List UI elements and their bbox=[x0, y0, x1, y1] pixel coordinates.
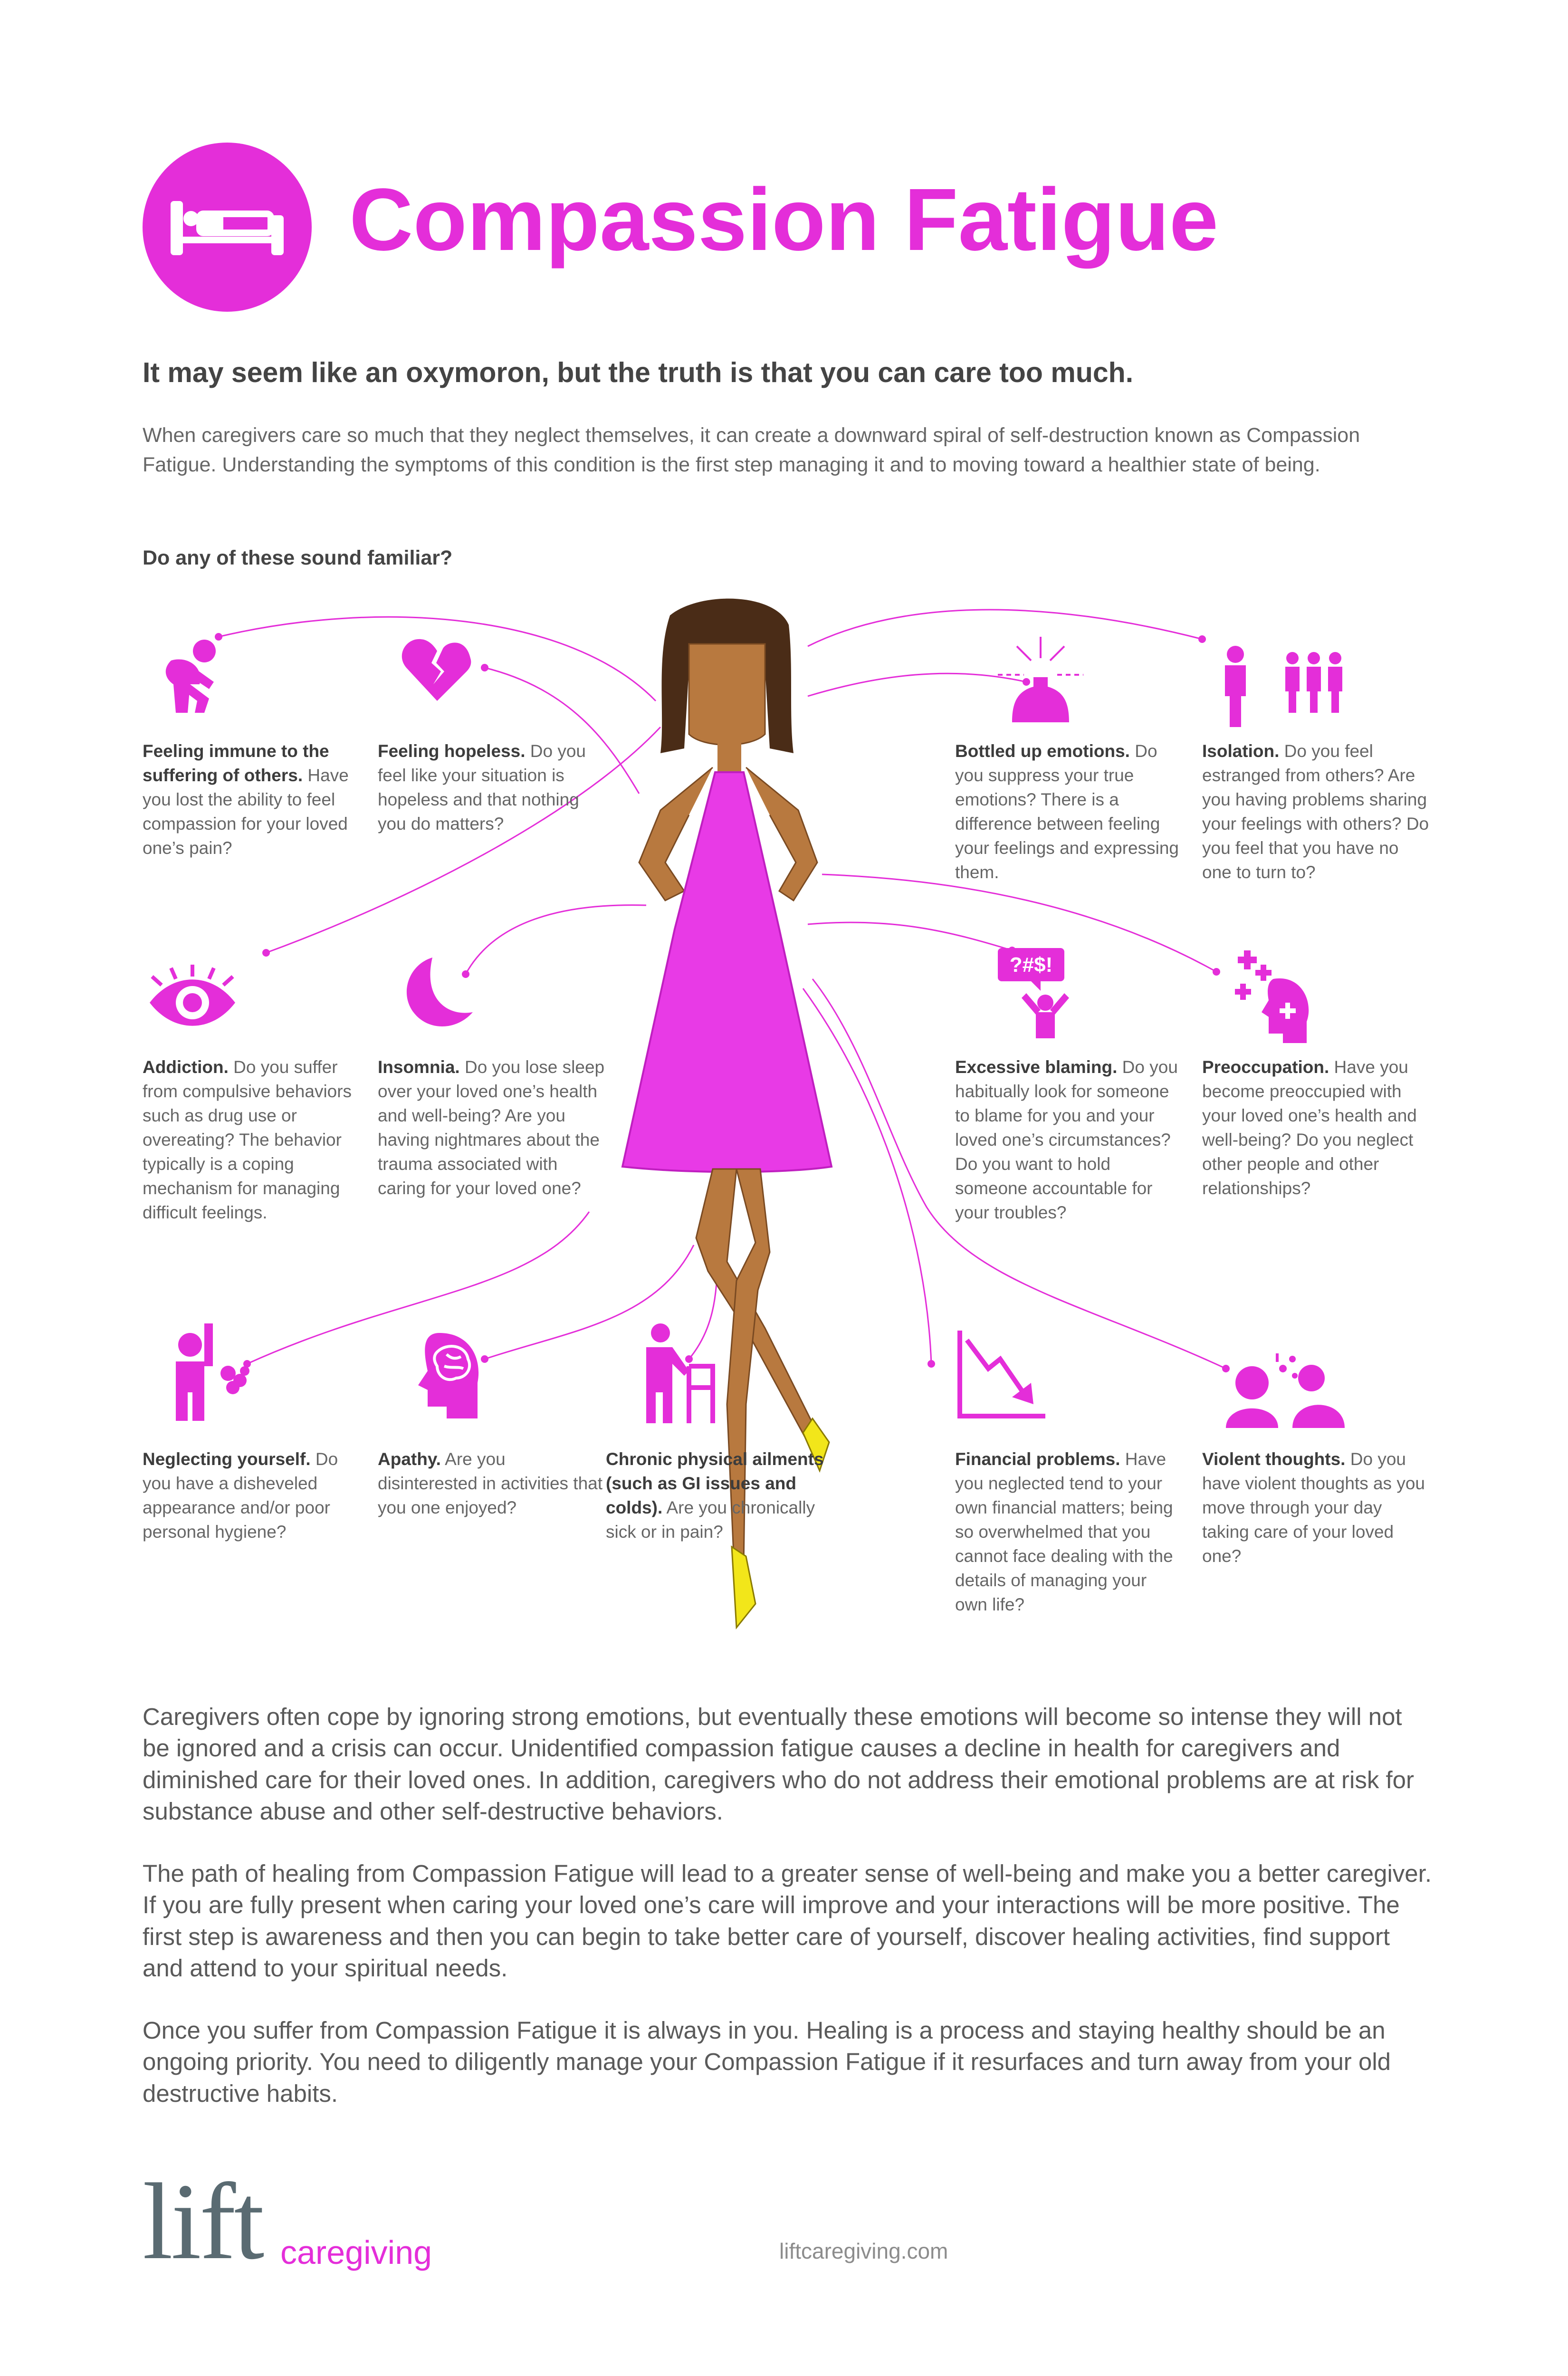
symptom-apathy: Apathy. Are you disinterested in activities that you one enjoyed? bbox=[378, 1449, 603, 1518]
caregiving-logo-text: caregiving bbox=[280, 2234, 432, 2271]
symptom-preoccupation: Preoccupation. Have you become preoccupied with your loved one’s health and well-being? Do you neglect other people and other relationships? bbox=[1202, 1057, 1417, 1198]
symptom-financial: Financial problems. Have you neglected tend to your own financial matters; being so overwhelmed that you cannot face dealing with the details of managing your own life? bbox=[955, 1449, 1173, 1615]
angry-speech-person-icon bbox=[993, 946, 1088, 1041]
pressure-bottle-icon bbox=[993, 632, 1088, 727]
symptom-addiction: Addiction. Do you suffer from compulsive behaviors such as drug use or overeating? The behavior typically is a coping mechanism for managing difficult feelings. bbox=[143, 1057, 352, 1223]
brain-head-icon bbox=[394, 1331, 485, 1421]
symptom-blaming: Excessive blaming. Do you habitually look for someone to blame for you and your loved one’s circumstances? Do you want to hold someone accountable for your troubles? bbox=[955, 1057, 1178, 1223]
smelly-person-icon bbox=[157, 1321, 261, 1426]
intro-paragraph: When caregivers care so much that they neglect themselves, it can create a downward spiral of self-destruction known as Compassion Fatigue. Understanding the symptoms of this condition is the first step managing it and to moving toward a healthier state of being. bbox=[143, 424, 1360, 477]
hunched-person-icon bbox=[152, 637, 228, 718]
symptom-insomnia: Insomnia. Do you lose sleep over your loved one’s health and well-being? Are you having nightmares about the trauma associated with caring for your loved one? bbox=[378, 1057, 605, 1198]
page-title: Compassion Fatigue bbox=[349, 171, 1219, 269]
symptom-neglecting: Neglecting yourself. Do you have a disheveled appearance and/or poor personal hygiene? bbox=[143, 1449, 338, 1542]
symptom-immune: Feeling immune to the suffering of others. Have you lost the ability to feel compassion for your loved one’s pain? bbox=[143, 741, 349, 858]
paragraph-healing: The path of healing from Compassion Fatigue will lead to a greater sense of well-being and make you a better caregiver. If you are fully present when caring your loved one’s care will improve and your interactions will be more positive. The first step is awareness and then you can begin to take better care of yourself, discover healing activities, find support and attend to your spiritual needs. bbox=[143, 1860, 1432, 1982]
isolated-person-icon bbox=[1216, 644, 1354, 729]
symptom-violent: Violent thoughts. Do you have violent thoughts as you move through your day taking care of your loved one? bbox=[1202, 1449, 1425, 1566]
broken-heart-icon bbox=[399, 634, 475, 706]
lift-logo: lift bbox=[143, 2161, 263, 2282]
website-url[interactable]: liftcaregiving.com bbox=[779, 2239, 948, 2263]
yelling-people-icon bbox=[1221, 1350, 1354, 1430]
medical-head-icon bbox=[1231, 950, 1316, 1045]
subtitle: It may seem like an oxymoron, but the truth is that you can care too much. bbox=[143, 357, 1134, 388]
walker-person-icon bbox=[627, 1321, 722, 1426]
symptom-hopeless: Feeling hopeless. Do you feel like your situation is hopeless and that nothing you do matters? bbox=[378, 741, 586, 834]
crescent-moon-icon bbox=[399, 955, 475, 1031]
paragraph-coping: Caregivers often cope by ignoring strong emotions, but eventually these emotions will become so intense they will not be ignored and a crisis can occur. Unidentified compassion fatigue causes a decline in health for caregivers and diminished care for their loved ones. In addition, caregivers who do not address their emotional problems are at risk for substance abuse and other self-destructive behaviors. bbox=[143, 1703, 1415, 1825]
paragraph-ongoing: Once you suffer from Compassion Fatigue it is always in you. Healing is a process and staying healthy should be an ongoing priority. You need to diligently manage your Compassion Fatigue if it resurfaces and turn away from your old destructive habits. bbox=[143, 2017, 1391, 2107]
speech-bubble-text: ?#$! bbox=[1009, 953, 1053, 977]
section-question: Do any of these sound familiar? bbox=[143, 546, 453, 569]
symptom-chronic: Chronic physical ailments (such as GI issues and colds). Are you chronically sick or in pain? bbox=[606, 1449, 824, 1542]
declining-chart-icon bbox=[955, 1326, 1050, 1421]
symptom-isolation: Isolation. Do you feel estranged from others? Are you having problems sharing your feelings with others? Do you feel that you have no one to turn to? bbox=[1202, 741, 1429, 882]
eye-icon bbox=[145, 962, 240, 1034]
symptom-bottled-up: Bottled up emotions. Do you suppress your true emotions? There is a difference between feeling your feelings and expressing them. bbox=[955, 741, 1179, 882]
